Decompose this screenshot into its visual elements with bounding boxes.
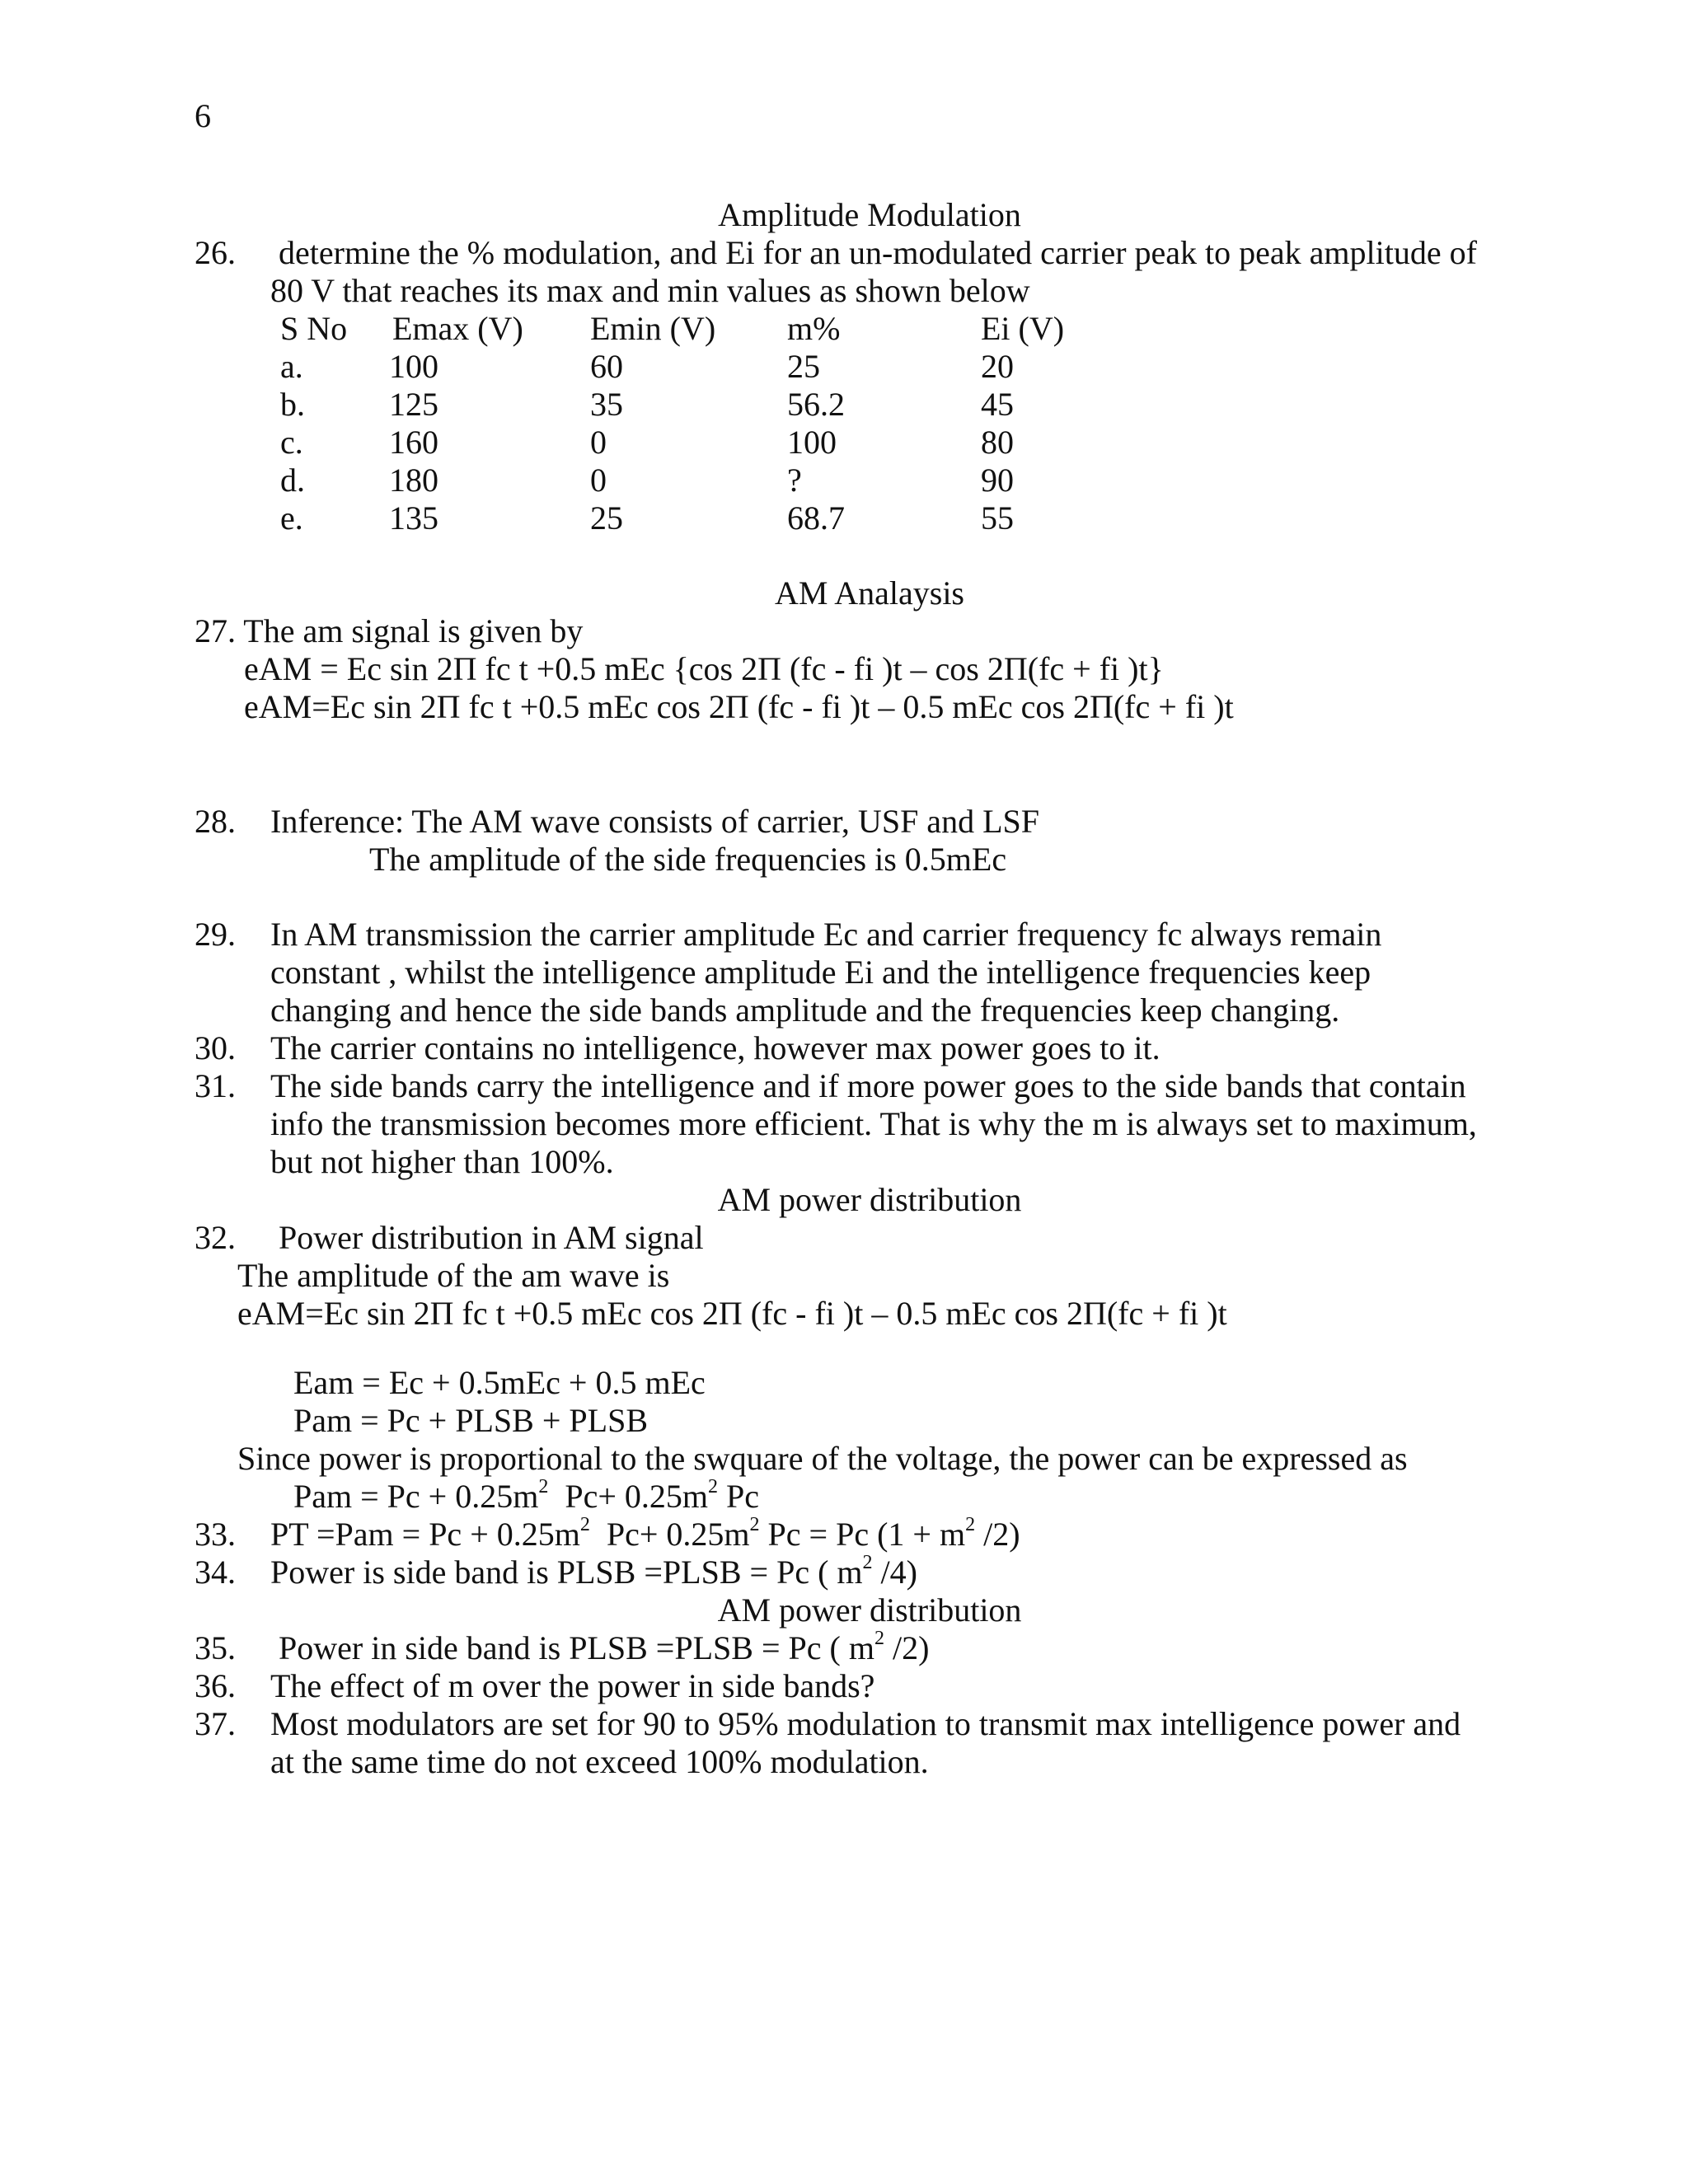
table-cell: 125 [389,386,438,423]
q34-equation: Power is side band is PLSB =PLSB = Pc ( $m^2$ /4) [270,1552,917,1591]
q36-number: 36. [195,1667,236,1704]
q33-number: 33. [195,1516,236,1553]
table-cell: 160 [389,424,438,461]
table-cell: 80 [981,424,1014,461]
table-cell: 68.7 [787,499,845,537]
q31-line2: info the transmission becomes more efficient. That is why the m is always set to maximum, [270,1105,1477,1142]
section-title-am-power-distribution-2: AM power distribution [717,1591,1022,1629]
q36-line1: The effect of m over the power in side bands? [270,1667,875,1704]
q32-line2: The amplitude of the am wave is [237,1257,670,1294]
q32-line3: Since power is proportional to the swquare of the voltage, the power can be expressed as [237,1440,1408,1477]
q32-equation-pam: Pam = Pc + PLSB + PLSB [293,1402,648,1439]
q29-line2: constant , whilst the intelligence amplitude Ei and the intelligence frequencies keep [270,954,1372,991]
q32-equation-power: Pam = $Pc + 0.25m^2$ $Pc+ 0.25m^2$ Pc [293,1476,760,1515]
table-cell: c. [280,424,303,461]
table-cell: 100 [389,348,438,385]
q29-line3: changing and hence the side bands amplitude and the frequencies keep changing. [270,991,1340,1029]
table-cell: 0 [590,424,607,461]
q27-line1: 27. The am signal is given by [195,612,584,649]
table-header-ei: Ei (V) [981,310,1065,347]
table-cell: 56.2 [787,386,845,423]
q30-line1: The carrier contains no intelligence, however max power goes to it. [270,1029,1160,1066]
table-cell: b. [280,386,305,423]
table-cell: d. [280,462,305,499]
q28-line1: Inference: The AM wave consists of carrier, USF and LSF [270,803,1039,840]
q30-number: 30. [195,1029,236,1066]
table-cell: 25 [787,348,820,385]
q34-number: 34. [195,1554,236,1591]
q31-line3: but not higher than 100%. [270,1143,614,1180]
table-cell: 55 [981,499,1014,537]
page-number: 6 [195,97,211,134]
table-cell: 180 [389,462,438,499]
q27-equation1: eAM = Ec sin 2Π fc t +0.5 mEc {cos 2Π (fc - fi )t – cos 2Π(fc + fi )t} [244,650,1164,687]
q28-number: 28. [195,803,236,840]
section-title-am-analysis: AM Analaysis [775,574,964,612]
table-cell: ? [787,462,802,499]
q31-number: 31. [195,1067,236,1104]
q26-line2: 80 V that reaches its max and min values as shown below [270,272,1030,309]
table-header-sno: S No [280,310,348,347]
table-cell: 60 [590,348,623,385]
table-cell: 20 [981,348,1014,385]
table-header-emin: Emin (V) [590,310,716,347]
q29-line1: In AM transmission the carrier amplitude Ec and carrier frequency fc always remain [270,916,1382,953]
table-cell: e. [280,499,303,537]
table-cell: 25 [590,499,623,537]
q37-line1: Most modulators are set for 90 to 95% modulation to transmit max intelligence power and [270,1705,1461,1742]
q26-line1: determine the % modulation, and Ei for an un-modulated carrier peak to peak amplitude of [279,234,1477,271]
q32-number: 32. [195,1219,236,1256]
q32-line1: Power distribution in AM signal [279,1219,704,1256]
section-title-amplitude-modulation: Amplitude Modulation [718,196,1021,233]
table-header-emax: Emax (V) [392,310,523,347]
q32-equation1: eAM=Ec sin 2Π fc t +0.5 mEc cos 2Π (fc - fi )t – 0.5 mEc cos 2Π(fc + fi )t [237,1295,1227,1332]
q28-line2: The amplitude of the side frequencies is 0.5mEc [369,841,1007,878]
table-cell: 100 [787,424,837,461]
q33-equation: PT $=Pam = Pc + 0.25m^2$ $Pc+ 0.25m^2$ Pc = Pc ($1 + m^2$ /2) [270,1514,1020,1553]
table-cell: 35 [590,386,623,423]
q35-number: 35. [195,1629,236,1666]
q29-number: 29. [195,916,236,953]
q27-equation2: eAM=Ec sin 2Π fc t +0.5 mEc cos 2Π (fc - fi )t – 0.5 mEc cos 2Π(fc + fi )t [244,688,1234,725]
table-cell: 45 [981,386,1014,423]
q32-equation-eam: Eam = Ec + 0.5mEc + 0.5 mEc [293,1364,706,1401]
q26-number: 26. [195,234,236,271]
q37-line2: at the same time do not exceed 100% modulation. [270,1743,929,1780]
q35-equation: Power in side band is PLSB =PLSB = Pc ( $m^2$ /2) [279,1628,930,1666]
q37-number: 37. [195,1705,236,1742]
q31-line1: The side bands carry the intelligence and if more power goes to the side bands that contain [270,1067,1466,1104]
table-cell: 90 [981,462,1014,499]
table-cell: 0 [590,462,607,499]
section-title-am-power-distribution: AM power distribution [717,1181,1022,1218]
table-cell: 135 [389,499,438,537]
table-header-m-percent: m% [787,310,841,347]
table-cell: a. [280,348,303,385]
